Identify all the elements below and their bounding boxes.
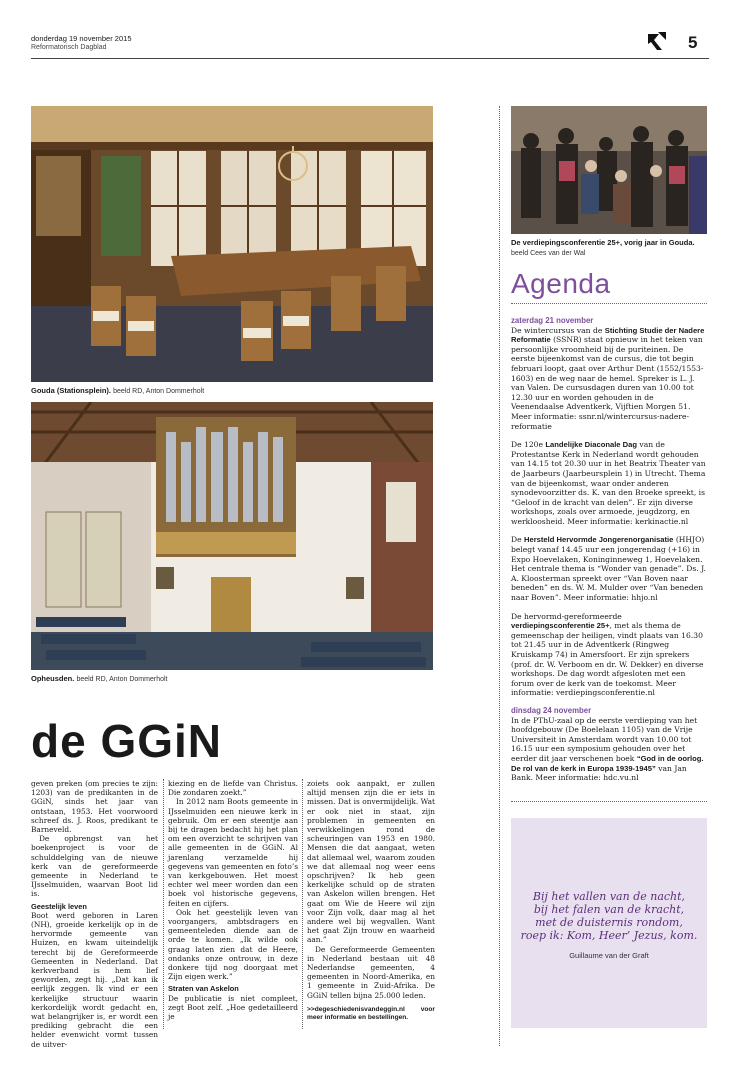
caption-opheusden-location: Opheusden.: [31, 674, 75, 683]
paragraph: De publicatie is niet compleet, zegt Boot zelf. „Hoe gedetailleerd je: [168, 993, 298, 1022]
quote-line: roep ik: Kom, Heer’ Jezus, kom.: [520, 929, 698, 942]
agenda-rule: [511, 303, 707, 304]
header-rule: [31, 58, 709, 59]
article-column-2: [168, 779, 298, 1021]
page-number: 5: [688, 33, 698, 52]
quote-author: Guillaume van der Graft: [569, 951, 649, 960]
issue-date: donderdag 19 november 2015: [31, 34, 132, 43]
agenda-event: De Hersteld Hervormde Jongerenorganisatie (HHJO) belegt vanaf 14.45 uur een jongerendag (+16) in Expo Hoevelaken, Koninginneweg 1, Hoevelaken. Het centrale thema is “Wonder van genade”. Ds. J. A. Kloosterman spreekt over “Van Boven naar beneden” en ds. W. M. Mulder over “Van beneden naar Boven”. Meer informatie: hhjo.nl: [511, 535, 706, 603]
agenda-event: De hervormd-gereformeerde verdiepingsconferentie 25+, met als thema de gemeenschap der heiligen, vindt plaats van 16.30 tot 21.45 uur in de Adventkerk (Ringweg Kruiskamp 74) in Amersfoort. Er zijn sprekers (prof. dr. W. Verboom en dr. W. Dekker) en diverse workshops. De dag wordt afgesloten met een forum over de kerk van de toekomst. Meer informatie: verdiepingsconferentie.nl: [511, 611, 704, 698]
photo-gouda-interior: [31, 106, 433, 382]
quote-line: met de duisternis rondom,: [535, 916, 683, 929]
agenda-event: In de PThU-zaal op de eerste verdieping van het hoofdgebouw (De Boelelaan 1105) van de Vrije Universiteit in Amsterdam wordt van 10.00 tot 16.15 uur een symposium gehouden over het eerder dit jaar verschenen boek “God in de oorlog. De rol van de kerk in Europa 1939-1945” van Jan Bank. Meer informatie: hdc.vu.nl: [511, 715, 704, 783]
caption-gouda-credit: beeld RD, Anton Dommerholt: [113, 388, 205, 395]
agenda-event: De wintercursus van de Stichting Studie der Nadere Reformatie (SSNR) staat opnieuw in het teken van persoonlijke vroomheid bij de puriteinen. De eerste bijeenkomst van de cursus, die tot begin februari loopt, gaat over Arthur Dent (1552/1553-1603) en de weg naar de hemel. Spreker is L. J. van Valen. De cursusdagen duren van 10.00 tot 12.30 uur en worden gehouden in de Veenendaalse Adventkerk, Vijftien Morgen 51. Meer informatie: ssnr.nl/wintercursus-nadere-reformatie: [511, 325, 705, 431]
arrow-logo-icon: [646, 30, 668, 52]
quote-line: bij het falen van de kracht,: [533, 903, 685, 916]
caption-opheusden: [31, 674, 433, 685]
caption-gouda-location: Gouda (Stationsplein).: [31, 386, 111, 395]
agenda-event: De 120e Landelijke Diaconale Dag van de Protestantse Kerk in Nederland wordt gehouden van 14.15 tot 20.30 uur in het Beatrix Theater van de Jaarbeurs (Jaarbeursplein 1) in Utrecht. Thema van de bijeenkomst, waar onder anderen synodevoorzitter ds. K. van den Broeke spreekt, is “Geloof in de kracht van delen”. Er zijn diverse workshops, zoals over armoede, jeugdzorg, en werkloosheid. Meer informatie: kerkinactie.nl: [511, 440, 706, 526]
article-column-1: [31, 779, 158, 1049]
agenda-title: Agenda: [511, 268, 611, 299]
paragraph: De Gereformeerde Gemeenten in Nederland bestaan uit 48 Nederlandse gemeenten, 4 gemeenten in Noord-Amerika, en 1 gemeente in Zuid-Afrika. De GGiN tellen bijna 25.000 leden.: [307, 944, 435, 1000]
agenda-date: dinsdag 24 november: [511, 705, 592, 715]
paragraph: Boot werd geboren in Laren (NH), groeide kerkelijk op in de hervormde gemeente van Huizen, en kwam uiteindelijk terecht bij de Gereformeerde Gemeenten in Nederland. Dat kerkverband is hem lief geworden, zegt hij. „Dat kan ik eerlijk zeggen. Ik vind er een kerkelijke structuur waarin kerkordelijk wordt gedacht en, wat belangrijker is, er wordt een prediking gebracht die een helder evenwicht vormt tussen de uitver-: [31, 910, 158, 1049]
caption-gouda: [31, 386, 433, 397]
agenda-date: zaterdag 21 november: [511, 316, 594, 325]
photo-opheusden-church: [31, 402, 433, 670]
caption-conference-credit: beeld Cees van der Wal: [511, 250, 586, 257]
quote-line: Bij het vallen van de nacht,: [532, 890, 686, 903]
article-column-3: [307, 779, 435, 1023]
paragraph: zoiets ook aanpakt, er zullen altijd mensen zijn die er iets in missen. Dat is onvermijdelijk. Wat er ook niet in staat, zijn problemen in gemeenten en verwikkelingen rond de scheuringen van 1953 en 1980. Mensen die dat aangaat, weten dat allemaal wel, waarom zouden we dat allemaal nog weer eens opschrijven? Ik heb geen kerkelijke schuld op de straten van Askelon willen brengen. Het gaat om Wie de Heere wil zijn voor Zijn volk, daar mag al het andere wel bij wegvallen. Want het gaat Zijn trouw en waarheid aan.”: [307, 779, 435, 945]
subheading-straten-van-askelon: Straten van Askelon: [168, 984, 239, 994]
article-headline: de GGiN: [31, 715, 223, 767]
caption-conference-title: De verdiepingsconferentie 25+, vorig jaar in Gouda.: [511, 238, 695, 247]
agenda-block-1: [511, 316, 707, 783]
paragraph: kiezing en de liefde van Christus. Die zondaren zoekt.”: [168, 779, 298, 798]
column-divider: [163, 779, 164, 1029]
subheading-geestelijk-leven: Geestelijk leven: [31, 901, 87, 911]
newspaper-name: Reformatorisch Dagblad: [31, 44, 107, 51]
caption-conference: [511, 238, 707, 259]
paragraph: De opbrengst van het boekenproject is voor de schulddelging van de nieuwe kerk van de gereformeerde gemeente in Nederland te IJsselmuiden, waarvan Boot lid is.: [31, 834, 158, 899]
paragraph: In 2012 nam Boots gemeente in IJsselmuiden een nieuwe kerk in gebruik. Om er een steentje aan bij te dragen bedacht hij het plan om een overzicht te schrijven van alle gemeenten in de GGiN. Al jarenlang verzamelde hij gegevens van gemeenten en foto’s van kerkgebouwen. Het moest echter wel meer worden dan een boek vol historische gegevens, feiten en cijfers.: [168, 797, 298, 908]
agenda-bottom-rule: [511, 801, 707, 802]
photo-conference: [511, 106, 707, 234]
paragraph: Ook het geestelijk leven van voorgangers, ambtsdragers en gemeenteleden diende aan de orde te komen. „Ik wilde ook graag laten zien dat de Heere, ondanks onze ontrouw, in deze donkere tijd nog doorgaat met Zijn eigen werk.”: [168, 907, 298, 982]
website-footnote: >>degeschiedenisvandeggin.nl voor meer informatie en bestellingen.: [307, 1005, 435, 1022]
quote-text: [520, 890, 698, 942]
paragraph: geven preken (om precies te zijn: 1203) van de predikanten in de GGiN, sinds het jaar van ontstaan, 1953. Het voorwoord schreef ds. J. Roos, predikant te Barneveld.: [31, 779, 158, 835]
column-divider: [302, 779, 303, 1029]
sidebar-divider: [499, 106, 500, 1046]
caption-opheusden-credit: beeld RD, Anton Dommerholt: [76, 676, 168, 683]
